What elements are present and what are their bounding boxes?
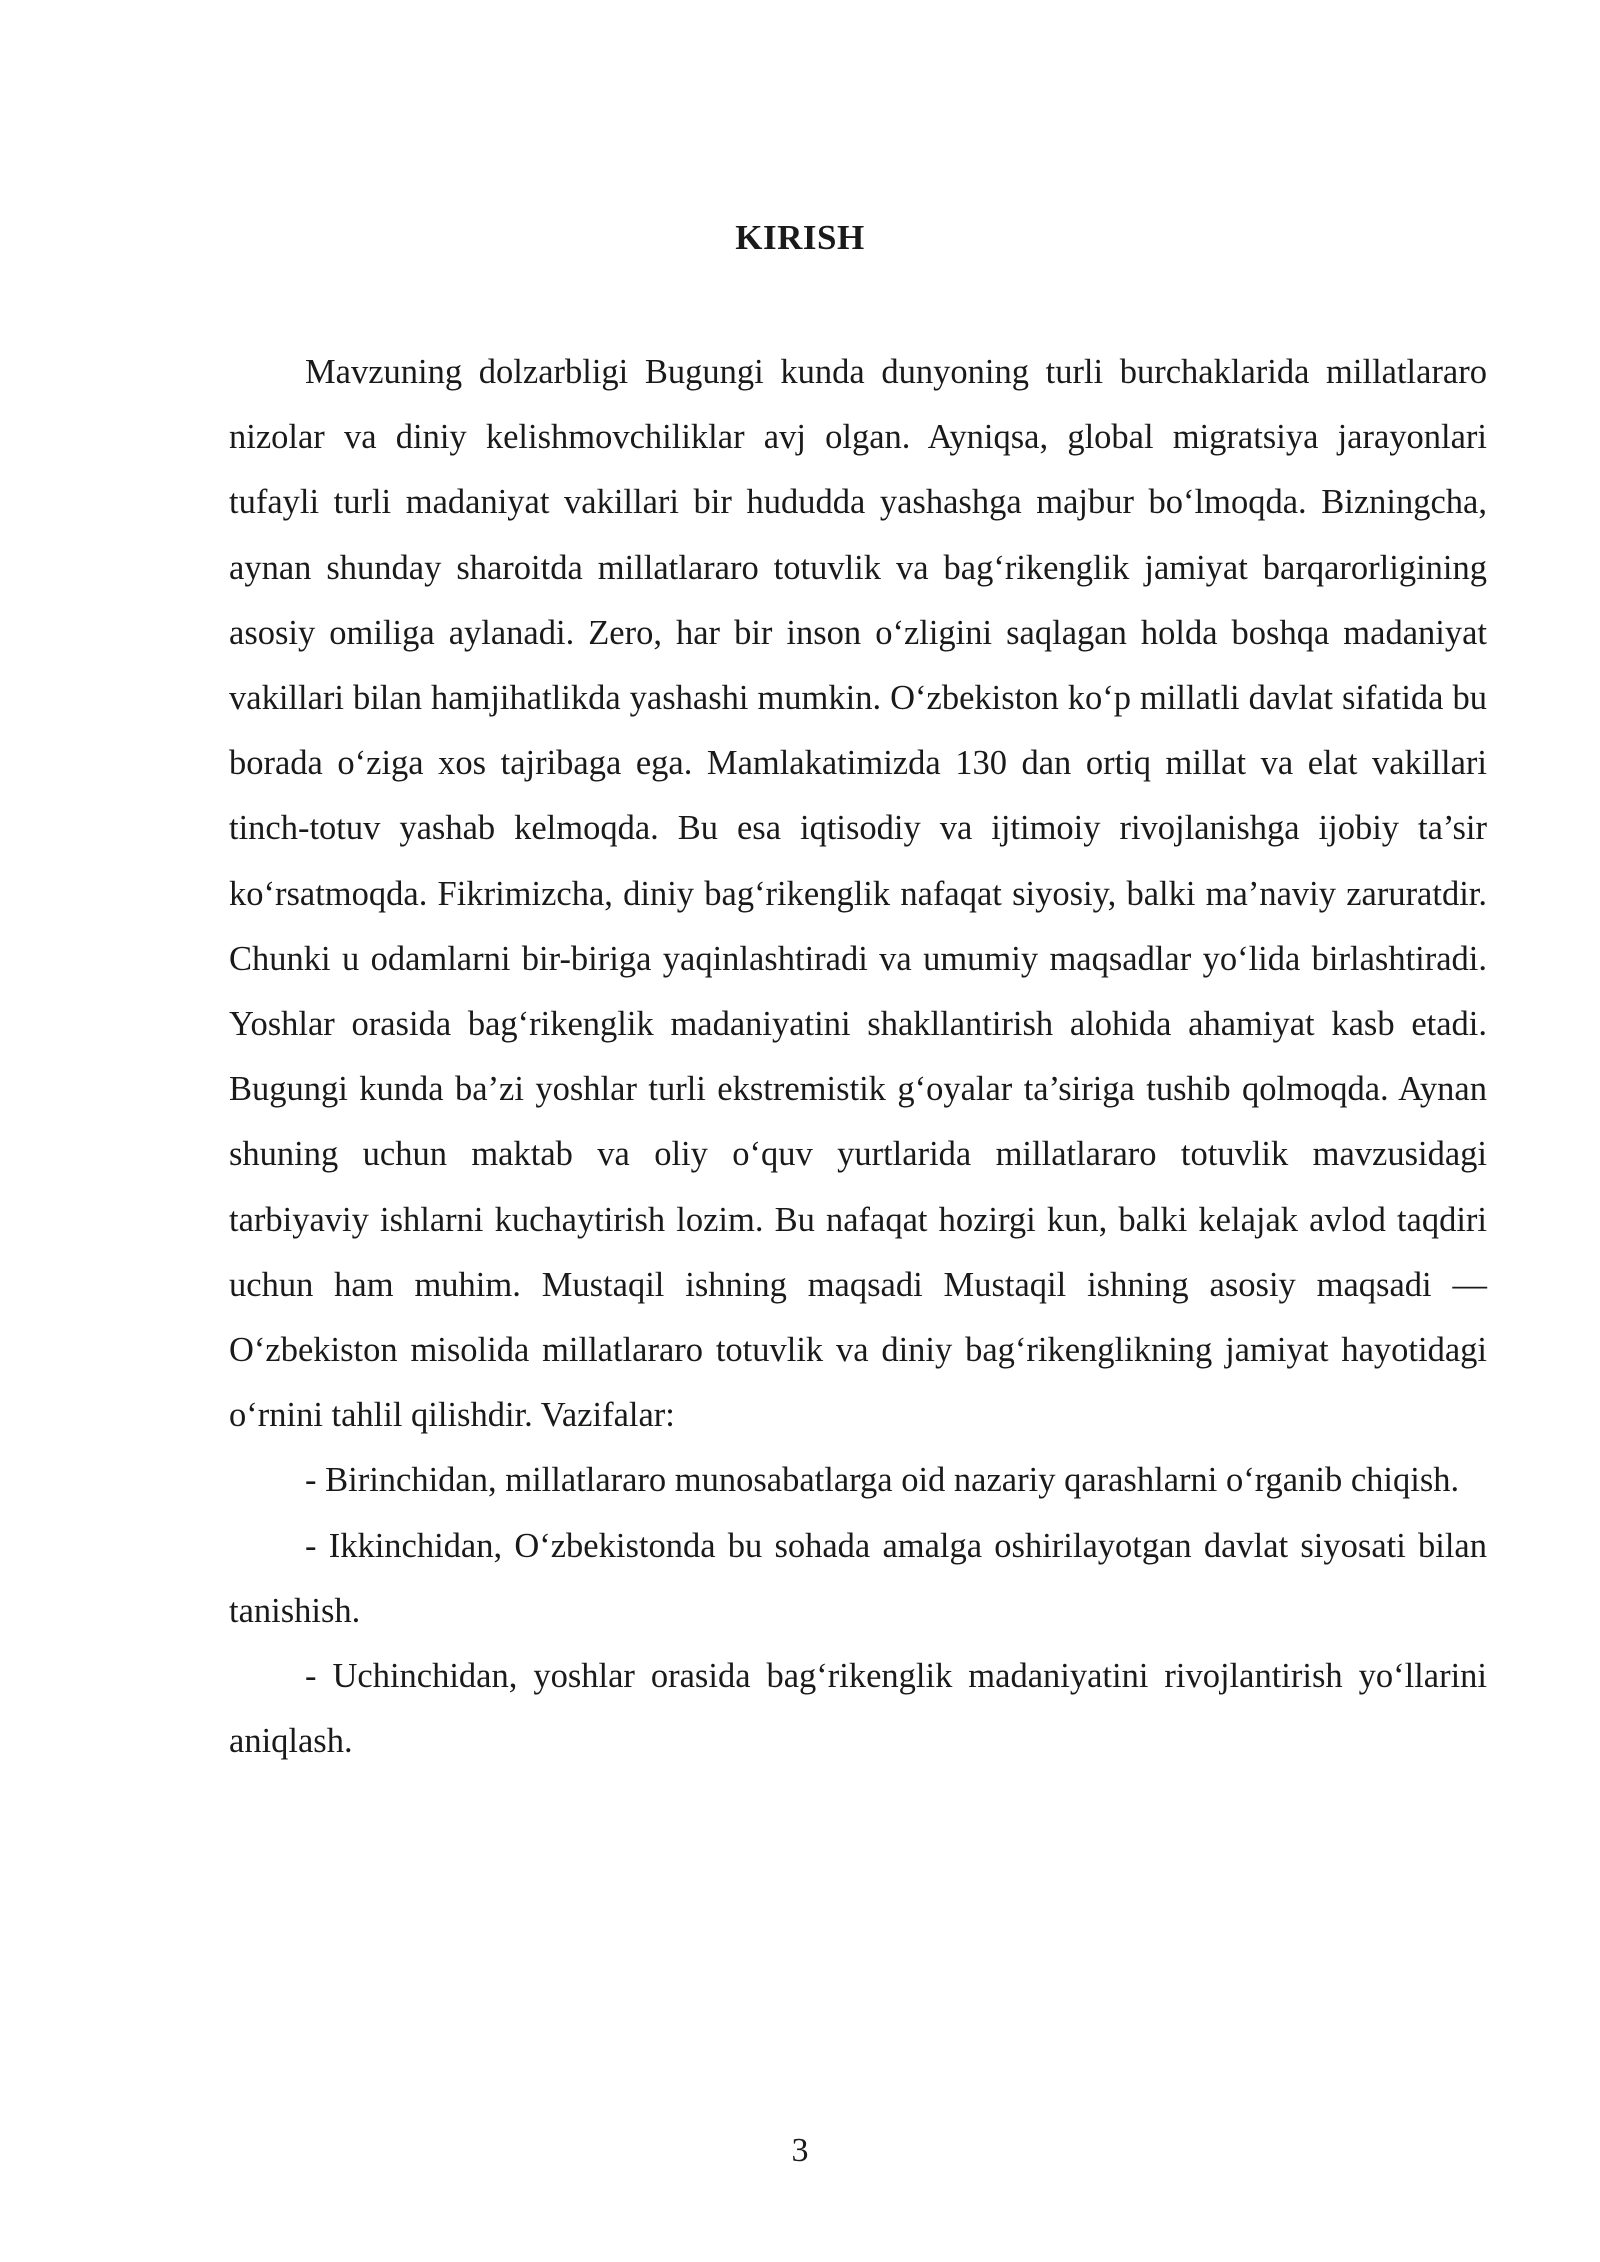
paragraph-task-2: - Ikkinchidan, O‘zbekistonda bu sohada amalga oshirilayotgan davlat siyosati bilan tanishish. — [229, 1526, 1487, 1630]
page-number: 3 — [791, 2132, 809, 2169]
paragraph-introduction: Mavzuning dolzarbligi Bugungi kunda dunyoning turli burchaklarida millatlararo nizolar va diniy kelishmovchiliklar avj olgan. Ayniqsa, global migratsiya jarayonlari tufayli turli madaniyat vakillari bir hududda yashashga majbur bo‘lmoqda. Bizningcha, aynan shunday sharoitda millatlararo totuvlik va bag‘rikenglik jamiyat barqarorligining asosiy omiliga aylanadi. Zero, har bir inson o‘zligini saqlagan holda boshqa madaniyat vakillari bilan hamjihatlikda yashashi mumkin. O‘zbekiston ko‘p millatli davlat sifatida bu borada o‘ziga xos tajribaga ega. Mamlakatimizda 130 dan ortiq millat va elat vakillari tinch-totuv yashab kelmoqda. Bu esa iqtisodiy va ijtimoiy rivojlanishga ijobiy ta’sir ko‘rsatmoqda. Fikrimizcha, diniy bag‘rikenglik nafaqat siyosiy, balki ma’naviy zaruratdir. Chunki u odamlarni bir-biriga yaqinlashtiradi va umumiy maqsadlar yo‘lida birlashtiradi. Yoshlar orasida bag‘rikenglik madaniyatini shakllantirish alohida ahamiyat kasb etadi. Bugungi kunda ba’zi yoshlar turli ekstremistik g‘oyalar ta’siriga tushib qolmoqda. Aynan shuning uchun maktab va oliy o‘quv yurtlarida millatlararo totuvlik mavzusidagi tarbiyaviy ishlarni kuchaytirish lozim. Bu nafaqat hozirgi kun, balki kelajak avlod taqdiri uchun ham muhim. Mustaqil ishning maqsadi Mustaqil ishning asosiy maqsadi — O‘zbekiston misolida millatlararo totuvlik va diniy bag‘rikenglikning jamiyat hayotidagi o‘rnini tahlil qilishdir. Vazifalar: — [229, 353, 1487, 1435]
paragraph-task-1: - Birinchidan, millatlararo munosabatlarga oid nazariy qarashlarni o‘rganib chiqish. — [305, 1461, 1460, 1500]
page-title: KIRISH — [735, 218, 865, 257]
paragraph-task-3: - Uchinchidan, yoshlar orasida bag‘rikenglik madaniyatini rivojlantirish yo‘llarini aniqlash. — [229, 1657, 1487, 1761]
body-text — [229, 340, 1487, 1774]
